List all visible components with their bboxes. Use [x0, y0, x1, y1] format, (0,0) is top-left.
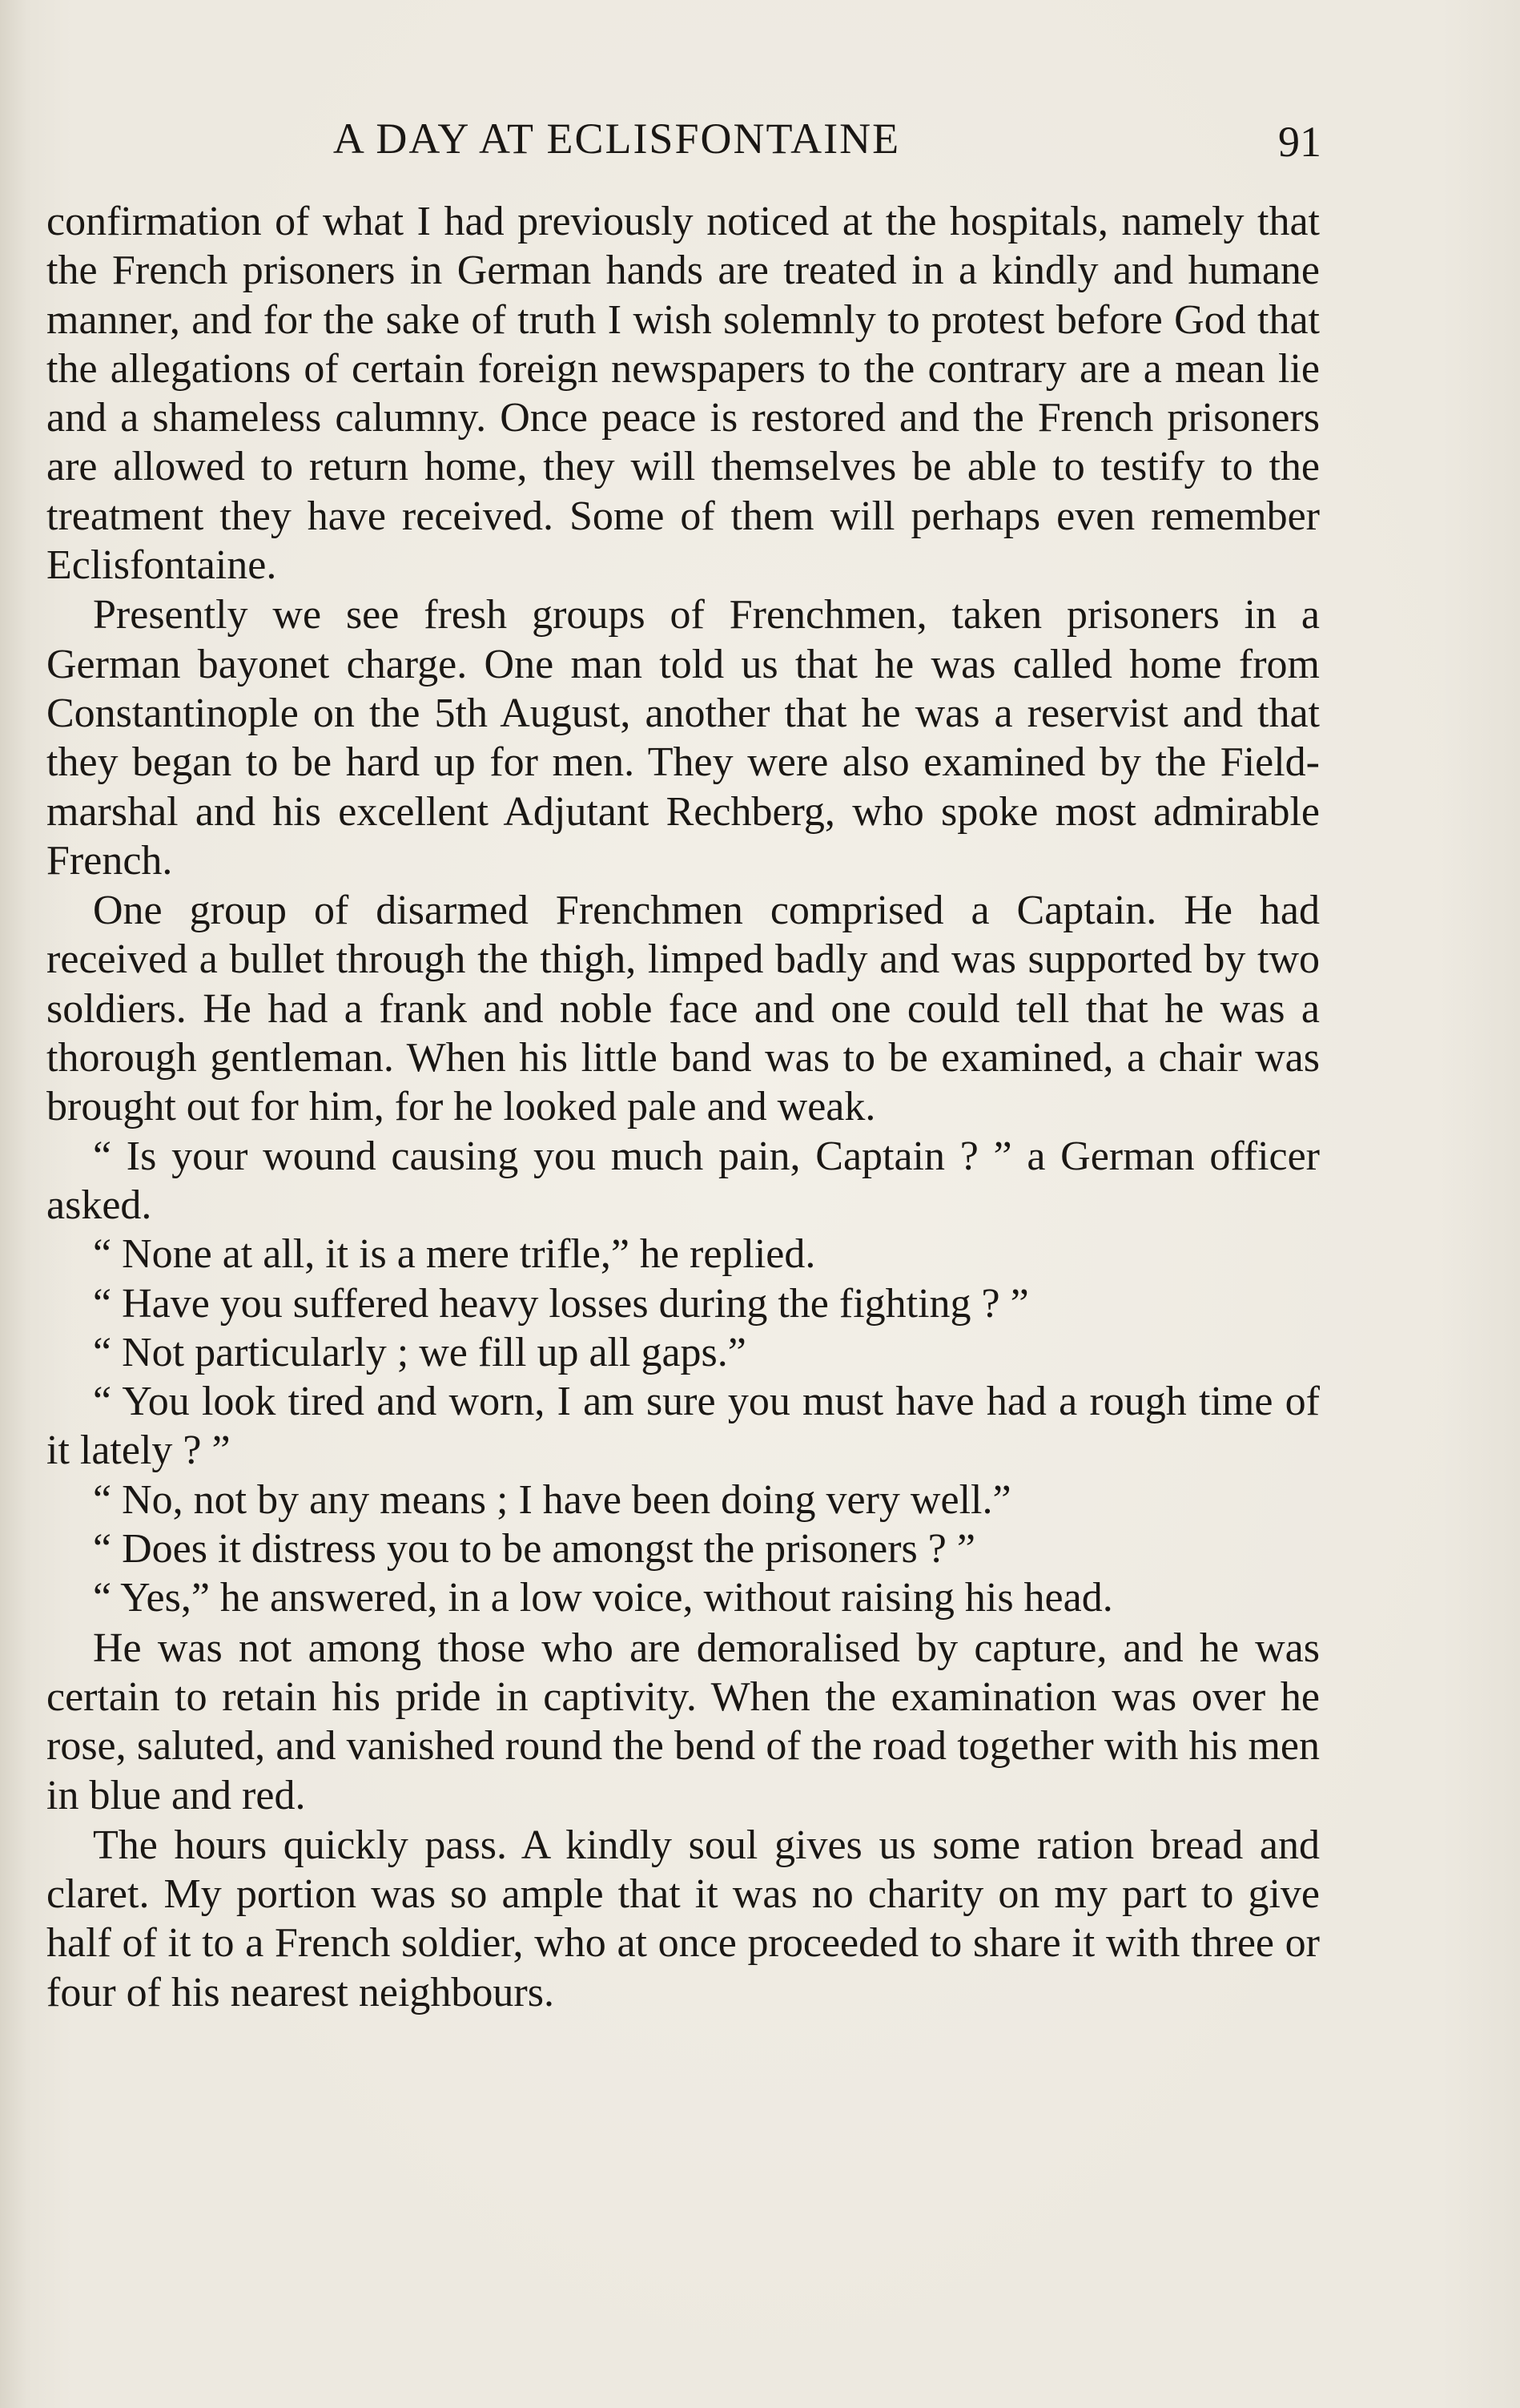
paragraph: Presently we see fresh groups of Frenchmen, taken prisoners in a German bayonet charge. One man told us that he was called home from Constantinople on the 5th August, another that he was a reservist and that they began to be hard up for men. They were also examined by the Field-marshal and his excellent Adjutant Rechberg, who spoke most admirable French. — [46, 592, 1320, 884]
dialogue-line: “ Have you suffered heavy losses during the fighting ? ” — [93, 1280, 1029, 1327]
page-number: 91 — [1278, 118, 1321, 166]
paragraph: One group of disarmed Frenchmen comprised a Captain. He had received a bullet through the thigh, limped badly and was supported by two soldiers. He had a frank and noble face and one could tell that he was a thorough gentleman. When his little band was to be examined, a chair was brought out for him, for he looked pale and weak. — [46, 888, 1320, 1130]
dialogue-line: “ Not particularly ; we fill up all gaps.” — [93, 1329, 746, 1375]
dialogue-line: “ None at all, it is a mere trifle,” he replied. — [93, 1231, 816, 1278]
paragraph: The hours quickly pass. A kindly soul gives us some ration bread and claret. My portion was so ample that it was no charity on my part to give half of it to a French soldier, who at once proceeded to share it with three or four of his nearest neighbours. — [46, 1822, 1320, 2015]
dialogue-line: “ Yes,” he answered, in a low voice, without raising his head. — [93, 1575, 1113, 1621]
page-header — [48, 111, 1321, 167]
dialogue-line: “ No, not by any means ; I have been doing very well.” — [93, 1476, 1011, 1523]
dialogue-line: “ You look tired and worn, I am sure you must have had a rough time of it lately ? ” — [46, 1379, 1320, 1474]
dialogue-line: “ Does it distress you to be amongst the prisoners ? ” — [93, 1526, 975, 1572]
paragraph: confirmation of what I had previously noticed at the hospitals, namely that the French prisoners in German hands are treated in a kindly and humane manner, and for the sake of truth I wish solemnly to protest before God that the allegations of certain foreign newspapers to the contrary are a mean lie and a shameless calumny. Once peace is restored and the French prisoners are allowed to return home, they will themselves be able to testify to the treatment they have received. Some of them will perhaps even remember Eclisfontaine. — [46, 199, 1320, 589]
dialogue-line: “ Is your wound causing you much pain, Captain ? ” a German officer asked. — [46, 1133, 1320, 1228]
running-title: A DAY AT ECLISFONTAINE — [332, 115, 901, 163]
paragraph: He was not among those who are demoralised by capture, and he was certain to retain his pride in captivity. When the examination was over he rose, saluted, and vanished round the bend of the road together with his men in blue and red. — [46, 1625, 1320, 1818]
body-text — [46, 197, 1320, 2017]
